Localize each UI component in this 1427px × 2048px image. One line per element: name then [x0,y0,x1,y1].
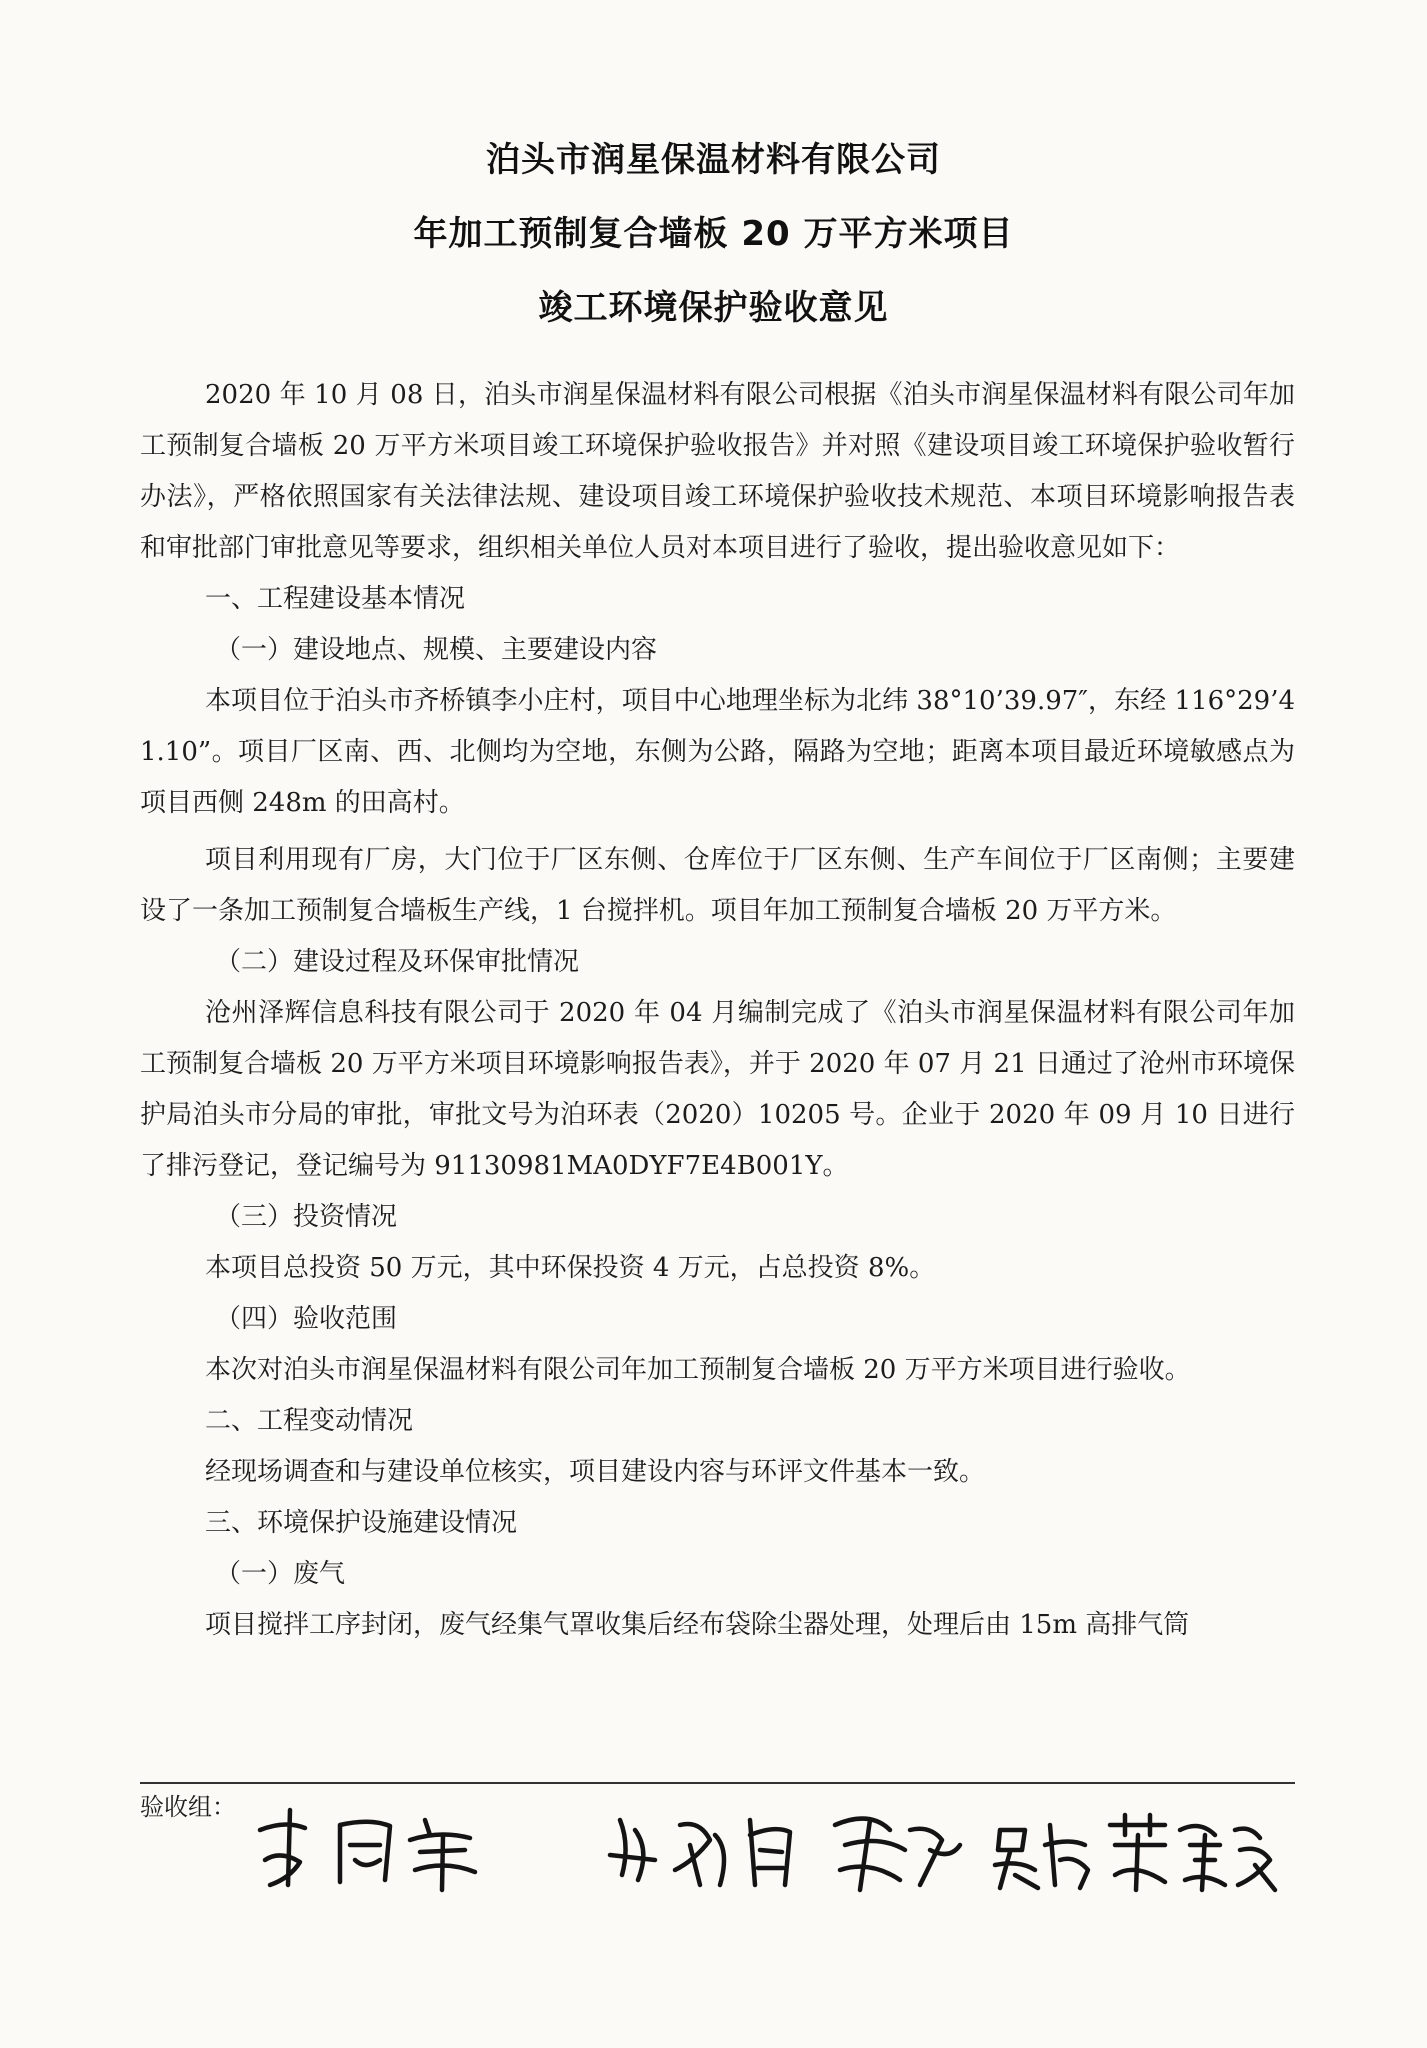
section2-heading: 二、工程变动情况 [205,1406,414,1436]
change-paragraph: 经现场调查和与建设单位核实，项目建设内容与环评文件基本一致。 [205,1457,986,1487]
section1-sub3-heading: （三）投资情况 [215,1202,398,1232]
title-block [0,140,1427,362]
inspection-team-label: 验收组： [140,1793,236,1821]
handwritten-signatures [230,1790,1290,1900]
section1-sub2-heading: （二）建设过程及环保审批情况 [215,947,580,977]
signature-divider [140,1782,1295,1784]
document-title: 竣工环境保护验收意见 [538,288,889,328]
section1-sub4-heading: （四）验收范围 [215,1304,398,1334]
signature-5 [1110,1815,1275,1890]
signature-2 [610,1820,790,1885]
signature-1 [260,1810,475,1890]
project-title: 年加工预制复合墙板 20 万平方米项目 [413,214,1014,254]
signature-3 [835,1819,960,1890]
signature-4 [995,1825,1088,1888]
section1-heading: 一、工程建设基本情况 [205,584,466,614]
scope-paragraph: 本次对泊头市润星保温材料有限公司年加工预制复合墙板 20 万平方米项目进行验收。 [205,1355,1191,1385]
exhaust-paragraph: 项目搅拌工序封闭，废气经集气罩收集后经布袋除尘器处理，处理后由 15m 高排气筒 [205,1610,1190,1640]
intro-paragraph: 2020 年 10 月 08 日，泊头市润星保温材料有限公司根据《泊头市润星保温材料有限公司年加工预制复合墙板 20 万平方米项目竣工环境保护验收报告》并对照《建设项目竣工环境保护验收暂行办法》，严格依照国家有关法律法规、建设项目竣工环境保护验收技术规范、本项目环境影响报告表和审批部门审批意见等要求，组织相关单位人员对本项目进行了验收，提出验收意见如下： [140,380,1295,563]
location-paragraph: 本项目位于泊头市齐桥镇李小庄村，项目中心地理坐标为北纬 38°10’39.97″，东经 116°29’41.10”。项目厂区南、西、北侧均为空地，东侧为公路，隔路为空地；距离本项目最近环境敏感点为项目西侧 248m 的田高村。 [140,686,1295,818]
section1-sub1-heading: （一）建设地点、规模、主要建设内容 [215,635,658,665]
scale-paragraph: 项目利用现有厂房，大门位于厂区东侧、仓库位于厂区东侧、生产车间位于厂区南侧；主要建设了一条加工预制复合墙板生产线，1 台搅拌机。项目年加工预制复合墙板 20 万平方米。 [140,845,1295,926]
section3-heading: 三、环境保护设施建设情况 [205,1508,518,1538]
document-body [140,370,1295,1651]
investment-paragraph: 本项目总投资 50 万元，其中环保投资 4 万元，占总投资 8%。 [205,1253,936,1283]
approval-paragraph: 沧州泽辉信息科技有限公司于 2020 年 04 月编制完成了《泊头市润星保温材料有限公司年加工预制复合墙板 20 万平方米项目环境影响报告表》，并于 2020 年 07 月 21 日通过了沧州市环境保护局泊头市分局的审批，审批文号为泊环表（2020）10205 号。企业于 2020 年 09 月 10 日进行了排污登记，登记编号为 91130981MA0DYF7E4B001Y。 [140,998,1295,1181]
section3-sub1-heading: （一）废气 [215,1559,346,1589]
company-title: 泊头市润星保温材料有限公司 [486,140,941,180]
